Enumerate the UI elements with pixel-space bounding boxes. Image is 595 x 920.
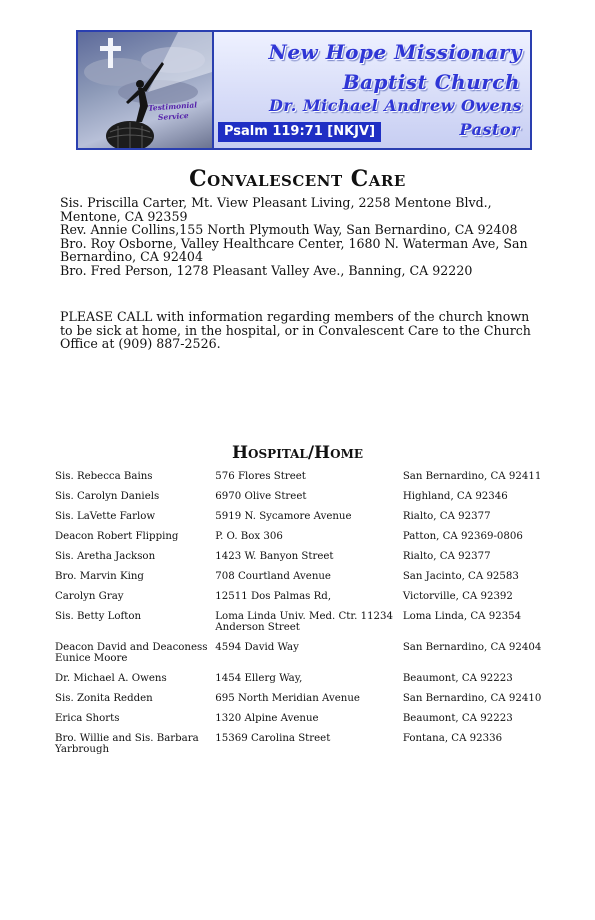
member-street: P. O. Box 306 [215,531,283,542]
member-city: Rialto, CA 92377 [402,551,491,562]
member-city: San Jacinto, CA 92583 [402,571,519,582]
member-name: Erica Shorts [55,713,120,724]
member-street: 1320 Alpine Avenue [215,713,319,724]
hospital-home-heading: Hospital/Home [232,443,363,463]
member-street: 1423 W. Banyon Street [215,551,334,562]
member-street: Loma Linda Univ. Med. Ctr. 11234 Anderson Street [215,611,393,633]
table-row [55,491,545,511]
church-name-line-1: New Hope Missionary [268,40,522,64]
member-name: Deacon David and Deaconess Eunice Moore [55,642,208,664]
member-street: 15369 Carolina Street [215,733,331,744]
table-row [55,471,545,491]
list-item: Sis. Priscilla Carter, Mt. View Pleasant Living, 2258 Mentone Blvd., Mentone, CA 92359 [60,195,492,224]
member-name: Sis. Betty Lofton [55,611,142,622]
member-city: Beaumont, CA 92223 [402,673,513,684]
seal-line-2: Service [157,110,189,123]
member-name: Dr. Michael A. Owens [55,673,167,684]
table-row [55,511,545,531]
please-call-notice: PLEASE CALL with information regarding members of the church known to be sick at home, in the hospital, or in Convalescent Care to the Church Office at (909) 887-2526. [60,309,531,352]
table-row [55,611,545,642]
member-city: Loma Linda, CA 92354 [402,611,522,622]
member-street: 5919 N. Sycamore Avenue [215,511,352,522]
table-row [55,673,545,693]
member-street: 695 North Meridian Avenue [215,693,360,704]
table-row [55,551,545,571]
banner-artwork [78,32,214,148]
member-city: Patton, CA 92369-0806 [402,531,523,542]
member-street: 576 Flores Street [215,471,306,482]
seal-line-1: Testimonial [147,100,198,113]
table-row [55,642,545,673]
member-city: San Bernardino, CA 92404 [402,642,542,653]
member-name: Bro. Willie and Sis. Barbara Yarbrough [55,733,199,755]
member-name: Sis. Zonita Redden [55,693,153,704]
psalm-reference: Psalm 119:71 [NKJV] [218,122,381,142]
list-item: Bro. Fred Person, 1278 Pleasant Valley Ave., Banning, CA 92220 [60,262,473,278]
member-city: San Bernardino, CA 92411 [402,471,542,482]
pastor-name: Dr. Michael Andrew Owens [268,96,522,115]
convalescent-care-heading: Convalescent Care [189,166,406,192]
table-row [55,733,545,764]
church-name-line-2: Baptist Church [342,70,520,94]
list-item: Bro. Roy Osborne, Valley Healthcare Center, 1680 N. Waterman Ave, San Bernardino, CA 92404 [60,235,528,265]
convalescent-care-list [60,196,540,278]
member-street: 12511 Dos Palmas Rd, [215,591,332,602]
member-name: Sis. Aretha Jackson [55,551,156,562]
church-banner [76,30,532,150]
member-name: Carolyn Gray [55,591,124,602]
member-city: Victorville, CA 92392 [402,591,513,602]
praying-figure-illustration [78,32,212,148]
member-name: Sis. Carolyn Daniels [55,491,160,502]
member-name: Deacon Robert Flipping [55,531,179,542]
pastor-label: Pastor [459,120,520,139]
member-name: Sis. Rebecca Bains [55,471,153,482]
member-name: Bro. Marvin King [55,571,144,582]
member-city: San Bernardino, CA 92410 [402,693,542,704]
member-street: 6970 Olive Street [215,491,307,502]
table-row [55,693,545,713]
member-city: Highland, CA 92346 [402,491,508,502]
member-city: Rialto, CA 92377 [402,511,491,522]
hospital-home-table [55,471,545,764]
member-city: Fontana, CA 92336 [402,733,503,744]
table-row [55,531,545,551]
list-item: Rev. Annie Collins,155 North Plymouth Way, San Bernardino, CA 92408 [60,222,518,238]
member-street: 708 Courtland Avenue [215,571,331,582]
member-street: 4594 David Way [215,642,299,653]
member-name: Sis. LaVette Farlow [55,511,156,522]
table-row [55,571,545,591]
member-city: Beaumont, CA 92223 [402,713,513,724]
member-street: 1454 Ellerg Way, [215,673,303,684]
table-row [55,713,545,733]
table-row [55,591,545,611]
